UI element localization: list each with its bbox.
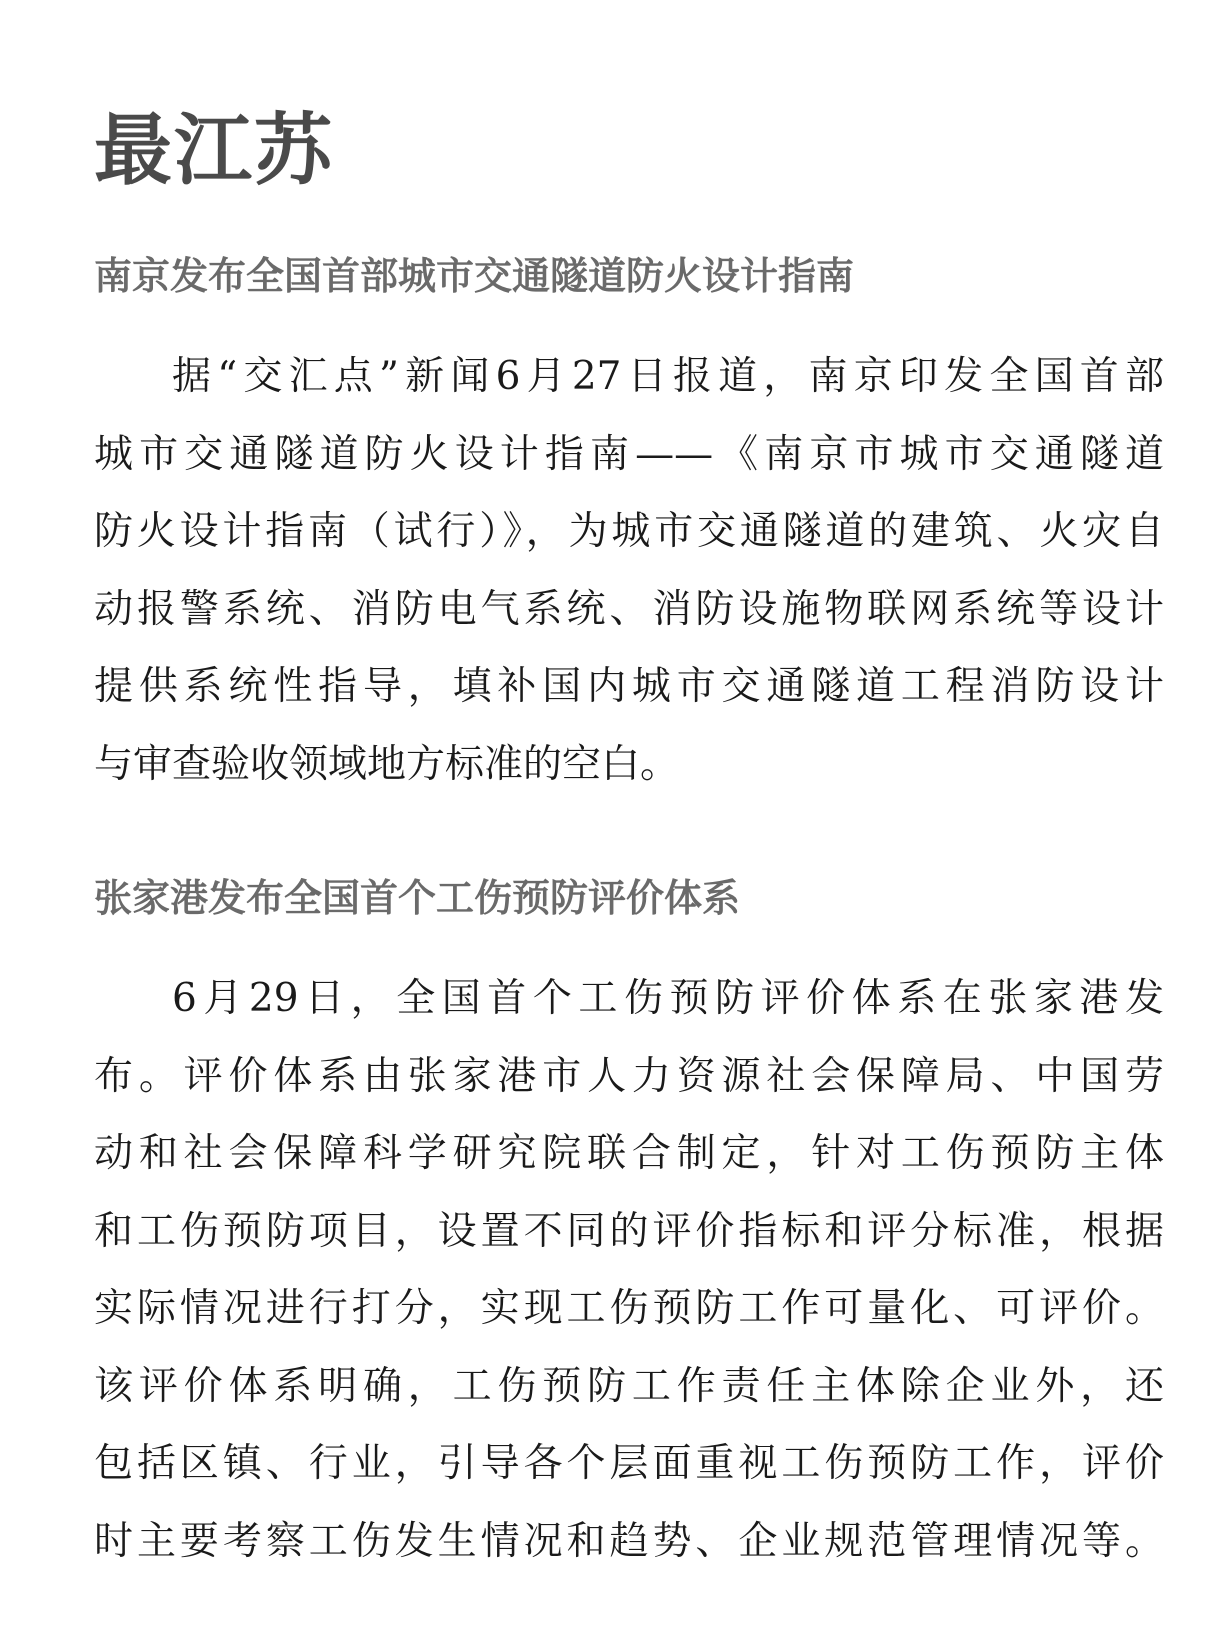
paragraph-line: 动报警系统、消防电气系统、消防设施物联网系统等设计 bbox=[94, 586, 1164, 632]
page-title: 最江苏 bbox=[94, 106, 335, 196]
article-body bbox=[94, 338, 1164, 803]
article-body bbox=[94, 960, 1164, 1580]
paragraph-line: 城市交通隧道防火设计指南——《南京市城市交通隧道 bbox=[94, 431, 1164, 477]
paragraph-line: 时主要考察工伤发生情况和趋势、企业规范管理情况等。 bbox=[94, 1518, 1164, 1564]
paragraph-line: 布。评价体系由张家港市人力资源社会保障局、中国劳 bbox=[94, 1053, 1164, 1099]
article-heading: 南京发布全国首部城市交通隧道防火设计指南 bbox=[94, 254, 855, 298]
paragraph-line: 据“交汇点”新闻6月27日报道，南京印发全国首部 bbox=[172, 354, 1164, 399]
paragraph-line: 包括区镇、行业，引导各个层面重视工伤预防工作，评价 bbox=[94, 1441, 1164, 1486]
paragraph-line: 实际情况进行打分，实现工伤预防工作可量化、可评价。 bbox=[94, 1286, 1164, 1331]
paragraph-line: 动和社会保障科学研究院联合制定，针对工伤预防主体 bbox=[94, 1131, 1164, 1176]
paragraph-line: 和工伤预防项目，设置不同的评价指标和评分标准，根据 bbox=[94, 1208, 1164, 1254]
paragraph-line: 6月29日，全国首个工伤预防评价体系在张家港发 bbox=[172, 976, 1164, 1021]
article-heading: 张家港发布全国首个工伤预防评价体系 bbox=[94, 876, 741, 920]
paragraph-line: 提供系统性指导，填补国内城市交通隧道工程消防设计 bbox=[94, 664, 1164, 709]
paragraph-line: 防火设计指南（试行）》，为城市交通隧道的建筑、火灾自 bbox=[94, 509, 1164, 554]
paragraph-line: 该评价体系明确，工伤预防工作责任主体除企业外，还 bbox=[94, 1363, 1164, 1409]
paragraph-line: 与审查验收领域地方标准的空白。 bbox=[94, 741, 680, 787]
